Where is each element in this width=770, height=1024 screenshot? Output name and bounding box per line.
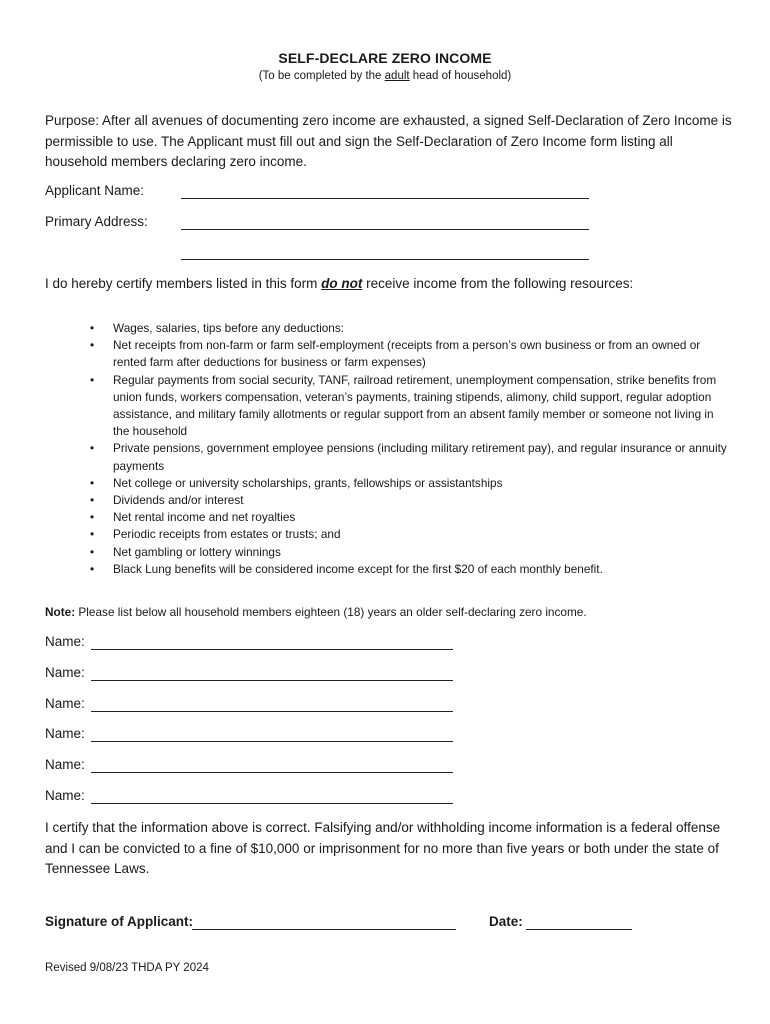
bullet-icon: •: [90, 493, 95, 508]
name-label: Name:: [45, 696, 85, 711]
resource-text: Dividends and/or interest: [113, 493, 244, 508]
bullet-icon: •: [90, 338, 95, 353]
bullet-icon: •: [90, 475, 95, 490]
member-name-field-4[interactable]: [91, 741, 453, 742]
list-item: [90, 561, 730, 578]
subtitle-post: head of household): [409, 70, 512, 82]
name-label: Name:: [45, 788, 85, 803]
bullet-icon: •: [90, 561, 95, 576]
resource-text: Private pensions, government employee pensions (including military retirement pay), and regular insurance or annuity payments: [113, 441, 727, 473]
list-item: [90, 440, 730, 474]
member-name-field-1[interactable]: [91, 649, 453, 650]
certify-pre: I do hereby certify members listed in this form: [45, 276, 322, 291]
list-item: [90, 337, 730, 371]
signature-field[interactable]: [192, 929, 456, 930]
income-resources-list: [90, 320, 730, 578]
note-label: Note:: [45, 605, 76, 619]
bullet-icon: •: [90, 527, 95, 542]
applicant-name-field[interactable]: [181, 198, 589, 199]
purpose-paragraph: Purpose: After all avenues of documenting zero income are exhausted, a signed Self-Declaration of Zero Income is permissible to use. The Applicant must fill out and sign the Self-Declaration of Zero Income form listing all household members declaring zero income.: [45, 113, 732, 169]
resource-text: Net receipts from non-farm or farm self-employment (receipts from a person’s own business or from an owned or rented farm after deductions for business or farm expenses): [113, 338, 701, 370]
name-label: Name:: [45, 634, 85, 649]
bullet-icon: •: [90, 510, 95, 525]
form-subtitle: [0, 70, 770, 82]
subtitle-underlined: adult: [384, 70, 410, 82]
certify-resources-statement: [45, 276, 745, 291]
subtitle-pre: (To be completed by the: [258, 70, 385, 82]
primary-address-label: Primary Address:: [45, 214, 148, 229]
note-paragraph: [45, 605, 745, 619]
signature-label: Signature of Applicant:: [45, 914, 193, 929]
resource-text: Net gambling or lottery winnings: [113, 544, 281, 559]
resource-text: Periodic receipts from estates or trusts; and: [113, 527, 341, 542]
list-item: [90, 526, 730, 543]
member-name-field-2[interactable]: [91, 680, 453, 681]
resource-text: Black Lung benefits will be considered income except for the first $20 of each monthly benefit.: [113, 561, 603, 576]
date-field[interactable]: [526, 929, 632, 930]
list-item: [90, 492, 730, 509]
name-label: Name:: [45, 757, 85, 772]
list-item: [90, 372, 730, 441]
form-title: SELF-DECLARE ZERO INCOME: [278, 50, 492, 66]
resource-text: Net college or university scholarships, grants, fellowships or assistantships: [113, 475, 503, 490]
certify-post: receive income from the following resources:: [362, 276, 634, 291]
name-label: Name:: [45, 726, 85, 741]
member-name-field-6[interactable]: [91, 803, 453, 804]
member-name-field-3[interactable]: [91, 711, 453, 712]
member-name-field-5[interactable]: [91, 772, 453, 773]
resource-text: Net rental income and net royalties: [113, 510, 296, 525]
primary-address-field-line-2[interactable]: [181, 259, 589, 260]
final-certification: I certify that the information above is correct. Falsifying and/or withholding income information is a federal offense and I can be convicted to a fine of $10,000 or imprisonment for no more than five years or both under the state of Tennessee Laws.: [45, 820, 721, 876]
list-item: [90, 320, 730, 337]
list-item: [90, 544, 730, 561]
bullet-icon: •: [90, 372, 95, 387]
primary-address-field-line-1[interactable]: [181, 229, 589, 230]
bullet-icon: •: [90, 321, 95, 335]
list-item: [90, 509, 730, 526]
resource-text: Wages, salaries, tips before any deductions:: [113, 321, 345, 335]
name-label: Name:: [45, 665, 85, 680]
list-item: [90, 475, 730, 492]
resource-text: Regular payments from social security, TANF, railroad retirement, unemployment compensation, strike benefits from union funds, workers compensation, veteran’s payments, training stipends, alimony, child support, regular adoption assistance, and military family allotments or regular support from an absent family member or someone not living in the household: [113, 372, 717, 439]
revision-footer: Revised 9/08/23 THDA PY 2024: [45, 962, 209, 974]
applicant-name-label: Applicant Name:: [45, 183, 145, 198]
note-text: Please list below all household members eighteen (18) years an older self-declaring zero income.: [75, 605, 587, 619]
bullet-icon: •: [90, 441, 95, 456]
certify-emphasis: do not: [321, 276, 363, 291]
bullet-icon: •: [90, 544, 95, 559]
date-label: Date:: [489, 914, 523, 929]
